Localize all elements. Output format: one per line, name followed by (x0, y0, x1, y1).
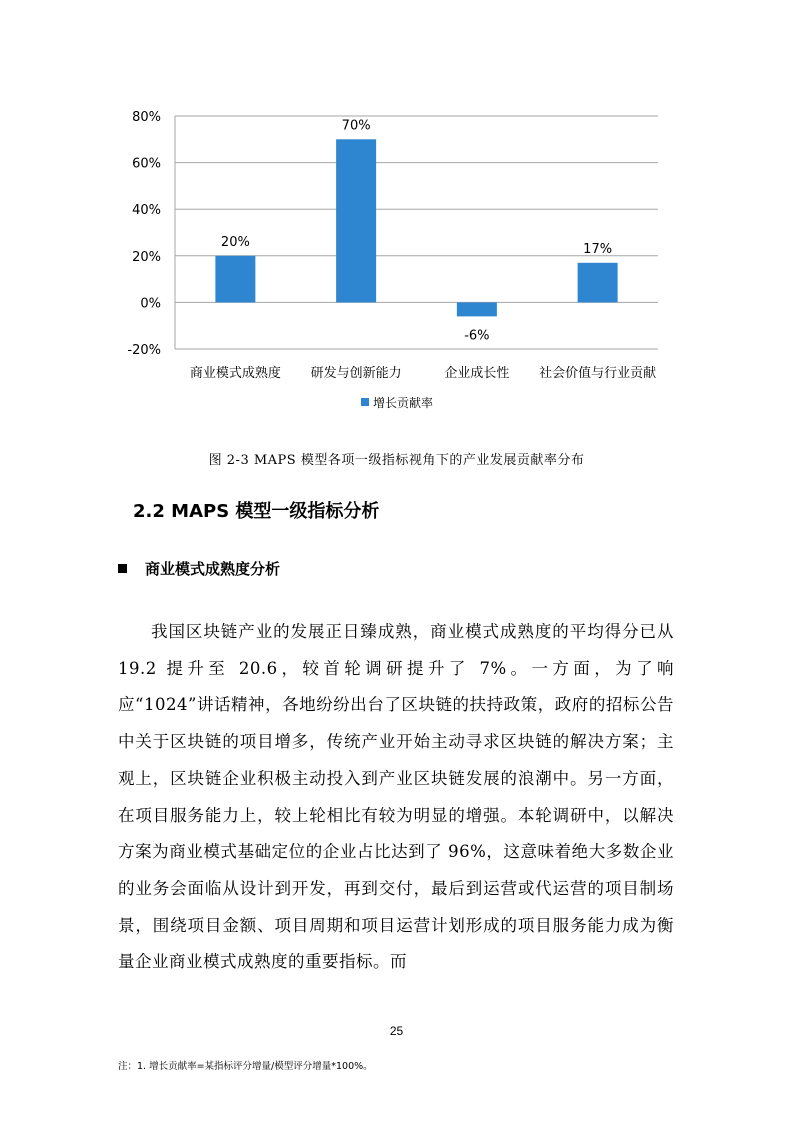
bar (336, 139, 376, 302)
bar (457, 302, 497, 316)
contribution-bar-chart (0, 0, 793, 420)
section-heading: 2.2 MAPS 模型一级指标分析 (133, 501, 380, 522)
bar-value-label: 17% (583, 241, 613, 257)
bar-value-label: 20% (220, 234, 250, 250)
category-label: 商业模式成熟度 (189, 366, 281, 381)
legend-swatch (361, 398, 369, 406)
y-tick-label: 0% (140, 296, 161, 312)
bar-value-label: -6% (464, 328, 490, 344)
figure-caption: 图 2-3 MAPS 模型各项一级指标视角下的产业发展贡献率分布 (208, 453, 585, 468)
bar (215, 256, 255, 303)
category-label: 企业成长性 (444, 366, 510, 381)
category-label: 社会价值与行业贡献 (539, 366, 657, 381)
square-bullet-icon (118, 564, 127, 573)
body-paragraph: 我国区块链产业的发展正日臻成熟，商业模式成熟度的平均得分已从 19.2 提升至 20.6，较首轮调研提升了 7%。一方面，为了响应“1024”讲话精神，各地纷纷出台了区块链的扶持政策，政府的招标公告中关于区块链的项目增多，传统产业开始主动寻求区块链的解决方案；主观上，区块链企业积极主动投入到产业区块链发展的浪潮中。另一方面，在项目服务能力上，较上轮相比有较为明显的增强。本轮调研中，以解决方案为商业模式基础定位的企业占比达到了 96%，这意味着绝大多数企业的业务会面临从设计到开发，再到交付，最后到运营或代运营的项目制场景，围绕项目金额、项目周期和项目运营计划形成的项目服务能力成为衡量企业商业模式成熟度的重要指标。而 (118, 622, 674, 972)
bar (578, 263, 618, 303)
y-tick-label: 80% (132, 110, 161, 125)
page-number: 25 (389, 1024, 404, 1038)
sub-heading (118, 558, 280, 579)
y-tick-label: 40% (132, 203, 161, 219)
y-tick-label: 20% (132, 249, 161, 265)
footnote: 注：1. 增长贡献率=某指标评分增量/模型评分增量*100%。 (118, 1061, 373, 1072)
sub-heading-text: 商业模式成熟度分析 (145, 560, 281, 578)
category-label: 研发与创新能力 (310, 366, 402, 381)
bar-value-label: 70% (341, 118, 371, 134)
y-tick-label: 60% (132, 156, 161, 172)
legend-label: 增长贡献率 (373, 396, 434, 410)
y-tick-label: -20% (127, 343, 161, 358)
